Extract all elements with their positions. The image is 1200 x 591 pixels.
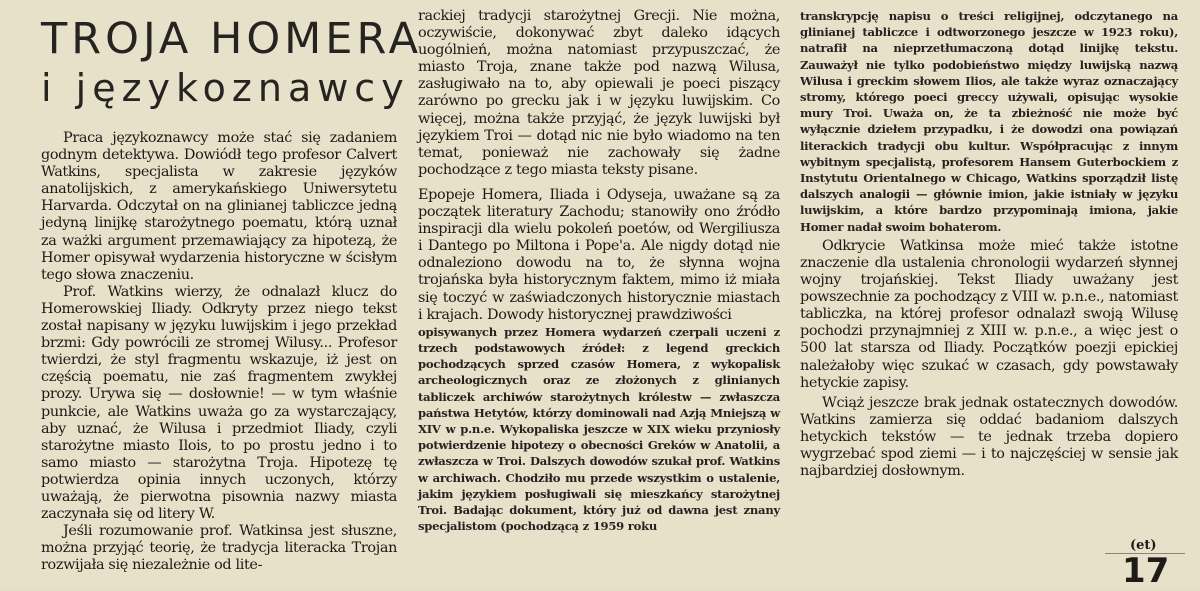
- page-number: 17: [1122, 551, 1170, 591]
- author-signature: (et): [1130, 538, 1157, 553]
- paragraph: Odkrycie Watkinsa może mieć także istotne znaczenie dla ustalenia chronologii wydarzeń słynnej wojny trojańskiej. Tekst Iliady uważany jest powszechnie za pochodzący z VIII w. p.n.e., natomiast tabliczka, na której profesor odnalazł swoją Wilusę pochodzi przynajmniej z XIII w. p.n.e., a więc jest o 500 lat starsza od Iliady. Początków poezji epickiej należałoby więc szukać w czasach, gdy powstawały hetyckie zapisy.: [800, 237, 1178, 391]
- paragraph: Epopeje Homera, Iliada i Odyseja, uważane są za początek literatury Zachodu; stanowiły ono źródło inspiracji dla wielu pokoleń poetów, od Wergiliusza i Dantego po Miltona i Pope'a. Ale nigdy dotąd nie odnaleziono dowodu na to, że słynna wojna trojańska była historycznym faktem, mimo iż miała się toczyć w zaświadczonych historycznie miastach i krajach. Dowody historycznej prawdziwości: [418, 186, 780, 323]
- paragraph: Wciąż jeszcze brak jednak ostatecznych dowodów. Watkins zamierza się oddać badaniom dalszych hetyckich tekstów — te jednak trzeba dopiero wygrzebać spod ziemi — i to najczęściej w sensie jak najbardziej dosłownym.: [800, 394, 1178, 480]
- column-1: [41, 0, 422, 574]
- paragraph: Jeśli rozumowanie prof. Watkinsa jest słuszne, można przyjąć teorię, że tradycja literacka Trojan rozwijała się niezależnie od lite-: [41, 523, 397, 574]
- title-line-2: i językoznawcy: [41, 66, 410, 110]
- article-title: [41, 14, 422, 110]
- paragraph: Prof. Watkins wierzy, że odnalazł klucz do Homerowskiej Iliady. Odkryty przez niego tekst został napisany w języku luwijskim i jego przekład brzmi: Gdy powrócili ze stromej Wilusy... Profesor twierdzi, że styl fragmentu wskazuje, iż jest on częścią poematu, nie zaś fragmentem zwykłej prozy. Urywa się — dosłownie! — w tym właśnie punkcie, ale Watkins uważa go za wystarczający, aby uznać, że Wilusa i przedmiot Iliady, czyli starożytne miasto Ilois, to po prostu jedno i to samo miasto — starożytna Troja. Hipotezę tę potwierdza opinia innych uczonych, którzy uważają, że pierwotna pisownia nazwy miasta zaczynała się od litery W.: [41, 283, 397, 523]
- paragraph: rackiej tradycji starożytnej Grecji. Nie można, oczywiście, dokonywać zbyt daleko idących uogólnień, można natomiast przypuszczać, że miasto Troja, znane także pod nazwą Wilusa, zasługiwało na to, aby opiewali je poeci piszący zarówno po grecku jak i w języku luwijskim. Co więcej, można także przyjąć, że język luwijski był językiem Troi — dotąd nic nie było wiadomo na ten temat, ponieważ nie zachowały się żadne pochodzące z tego miasta teksty pisane.: [418, 8, 780, 178]
- column-2: [418, 0, 780, 534]
- column-3: [800, 0, 1178, 480]
- paragraph: Praca językoznawcy może stać się zadaniem godnym detektywa. Dowiódł tego profesor Calvert Watkins, specjalista w zakresie języków anatolijskich, z amerykańskiego Uniwersytetu Harvarda. Odczytał on na glinianej tabliczce jedną jedyną linijkę starożytnego poematu, którą uznał za ważki argument przemawiający za hipotezą, że Homer opisywał wydarzenia historyczne w ścisłym tego słowa znaczeniu.: [41, 130, 397, 283]
- title-line-1: TROJA HOMERA: [41, 14, 422, 64]
- paragraph-mixed: [418, 187, 780, 534]
- paragraph-small: opisywanych przez Homera wydarzeń czerpali uczeni z trzech podstawowych źródeł: z legend greckich pochodzących sprzed czasów Homera, z wykopalisk archeologicznych oraz ze złożonych z glinianych tabliczek archiwów starożytnych królestw — zwłaszcza państwa Hetytów, którzy dominowali nad Azją Mniejszą w XIV w p.n.e. Wykopaliska jeszcze w XIX wieku przyniosły potwierdzenie hipotezy o obecności Greków w Anatolii, a zwłaszcza w Troi. Dalszych dowodów szukał prof. Watkins w archiwach. Chodziło mu przede wszystkim o ustalenie, jakim językiem posługiwali się mieszkańcy starożytnej Troi. Badając dokument, który już od dawna jest znany specjalistom (pochodzącą z 1959 roku: [418, 324, 780, 534]
- paragraph-small: transkrypcję napisu o treści religijnej, odczytanego na glinianej tabliczce i odtworzonego jeszcze w 1923 roku), natrafił na nieprzetłumaczoną dotąd linijkę tekstu. Zauważył nie tylko podobieństwo między luwijską nazwą Wilusa i greckim słowem Ilios, ale także wyraz oznaczający stromy, którego poeci greccy używali, opisując wysokie mury Troi. Uważa on, że ta zbieżność nie może być wyłącznie dziełem przypadku, i że dowodzi ona powiązań literackich tradycji obu kultur. Współpracując z innym wybitnym specjalistą, profesorem Hansem Guterbockiem z Instytutu Orientalnego w Chicago, Watkins sporządził listę dalszych analogii — głównie imion, jakie istniały w języku luwijskim, a które bardzo przypominają imiona, jakie Homer nadał swoim bohaterom.: [800, 9, 1178, 234]
